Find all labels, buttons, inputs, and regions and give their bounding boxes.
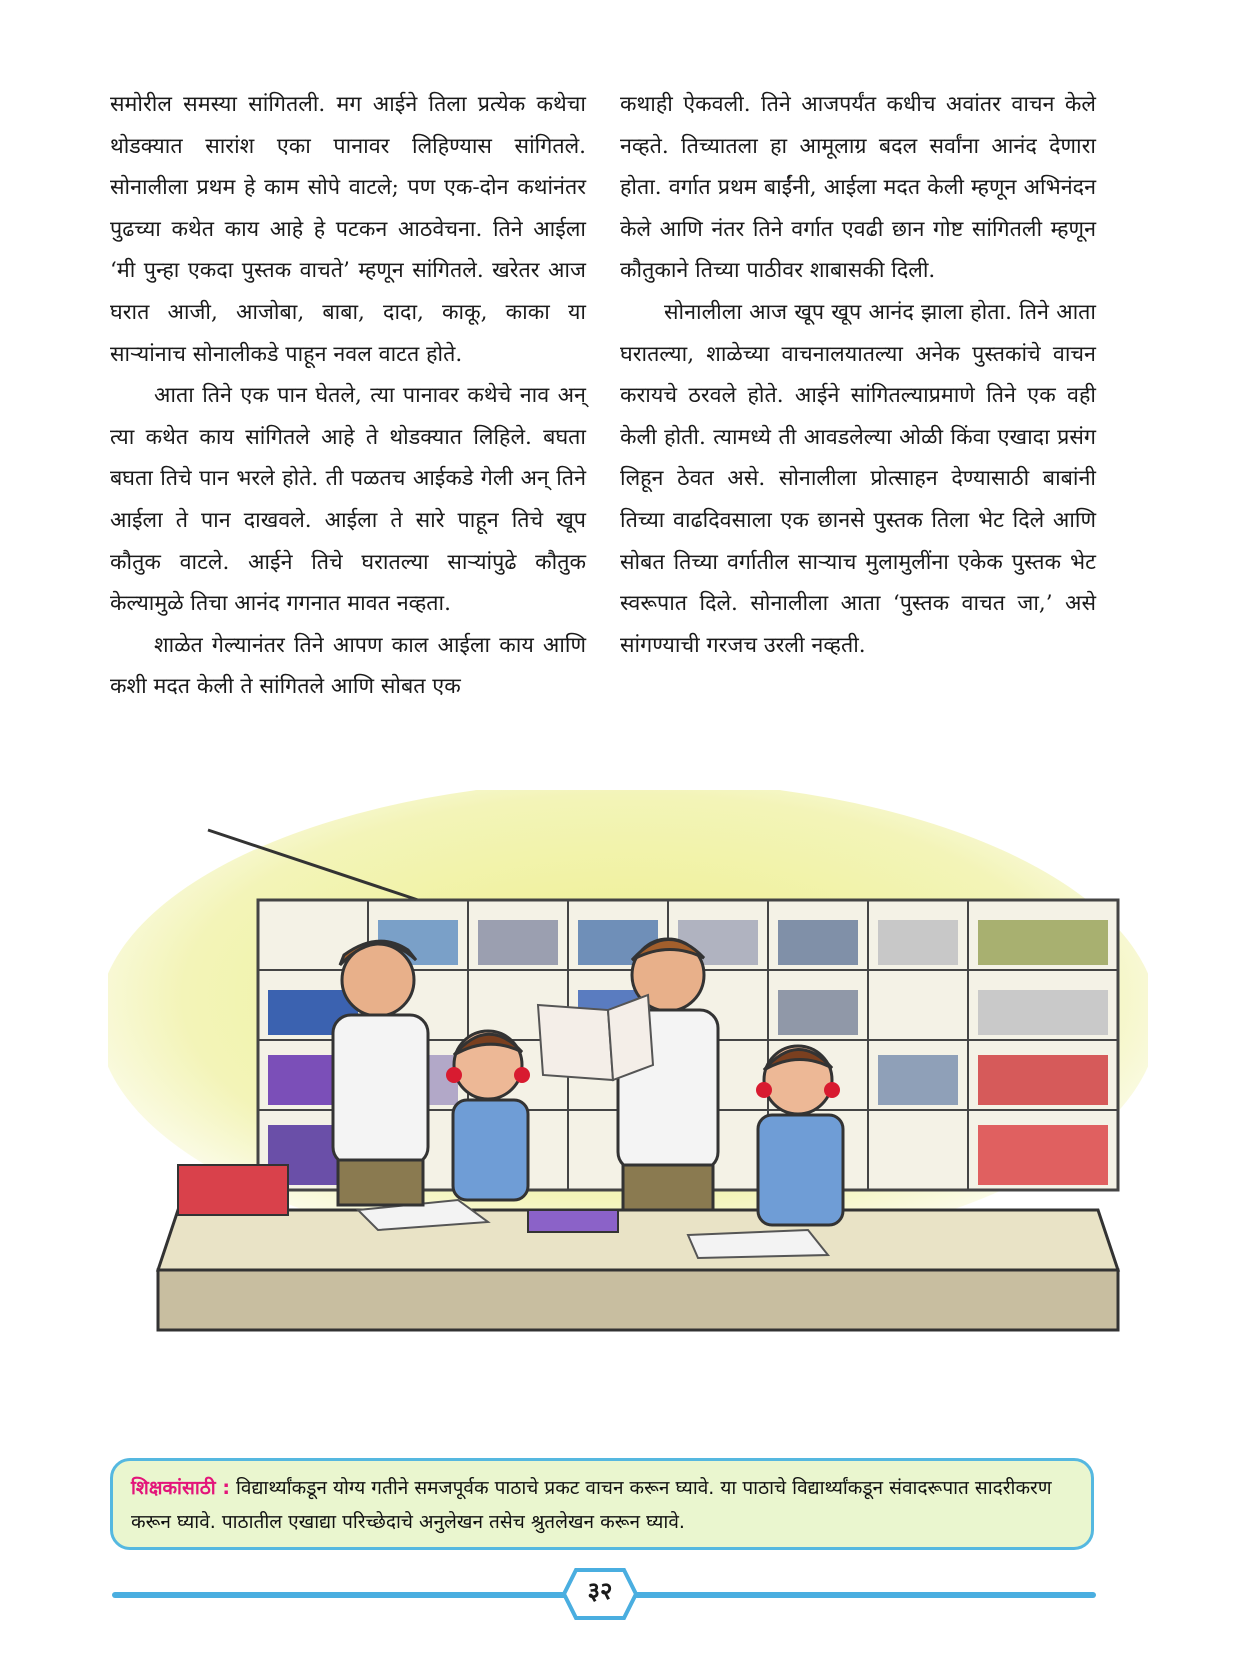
paragraph: शाळेत गेल्यानंतर तिने आपण काल आईला काय आणि कशी मदत केली ते सांगितले आणि सोबत एक: [110, 632, 586, 700]
teacher-note-box: [110, 1458, 1094, 1550]
text-column-right: [620, 84, 1096, 666]
text-column-left: [110, 84, 586, 708]
page-number: ३२: [587, 1577, 613, 1605]
paragraph: समोरील समस्या सांगितली. मग आईने तिला प्रत्येक कथेचा थोडक्यात सारांश एका पानावर लिहिण्यास सांगितले. सोनालीला प्रथम हे काम सोपे वाटले; पण एक-दोन कथांनंतर पुढच्या कथेत काय आहे हे पटकन आठवेचना. तिने आईला ‘मी पुन्हा एकदा पुस्तक वाचते’ म्हणून सांगितले. खरेतर आज घरात आजी, आजोबा, बाबा, दादा, काकू, काका या साऱ्यांनाच सोनालीकडे पाहून नवल वाटत होते.: [110, 92, 586, 367]
teacher-note-label: शिक्षकांसाठी :: [131, 1477, 230, 1499]
paragraph: सोनालीला आज खूप खूप आनंद झाला होता. तिने आता घरातल्या, शाळेच्या वाचनालयातल्या अनेक पुस्तकांचे वाचन करायचे ठरवले होते. आईने सांगितल्याप्रमाणे तिने एक वही केली होती. त्यामध्ये ती आवडलेल्या ओळी किंवा एखादा प्रसंग लिहून ठेवत असे. सोनालीला प्रोत्साहन देण्यासाठी बाबांनी तिच्या वाढदिवसाला एक छानसे पुस्तक तिला भेट दिले आणि सोबत तिच्या वर्गातील साऱ्याच मुलामुलींना एकेक पुस्तक भेट स्वरूपात दिले. सोनालीला आता ‘पुस्तक वाचत जा,’ असे सांगण्याची गरजच उरली नव्हती.: [620, 299, 1096, 658]
paragraph: आता तिने एक पान घेतले, त्या पानावर कथेचे नाव अन् त्या कथेत काय सांगितले आहे ते थोडक्यात लिहिले. बघता बघता तिचे पान भरले होते. ती पळतच आईकडे गेली अन् तिने आईला ते पान दाखवले. आईला ते सारे पाहून तिचे खूप कौतुक वाटले. आईने तिचे घरातल्या साऱ्यांपुढे कौतुक केल्यामुळे तिचा आनंद गगनात मावत नव्हता.: [110, 383, 586, 617]
library-illustration: [108, 790, 1148, 1390]
teacher-note-text: विद्यार्थ्यांकडून योग्य गतीने समजपूर्वक पाठाचे प्रकट वाचन करून घ्यावे. या पाठाचे विद्यार्थ्यांकडून संवादरूपात सादरीकरण करून घ्यावे. पाठातील एखाद्या परिच्छेदाचे अनुलेखन तसेच श्रुतलेखन करून घ्यावे.: [131, 1477, 1052, 1533]
paragraph: कथाही ऐकवली. तिने आजपर्यंत कधीच अवांतर वाचन केले नव्हते. तिच्यातला हा आमूलाग्र बदल सर्वांना आनंद देणारा होता. वर्गात प्रथम बाईंनी, आईला मदत केली म्हणून अभिनंदन केले आणि नंतर तिने वर्गात एवढी छान गोष्ट सांगितली म्हणून कौतुकाने तिच्या पाठीवर शाबासकी दिली.: [620, 92, 1096, 284]
